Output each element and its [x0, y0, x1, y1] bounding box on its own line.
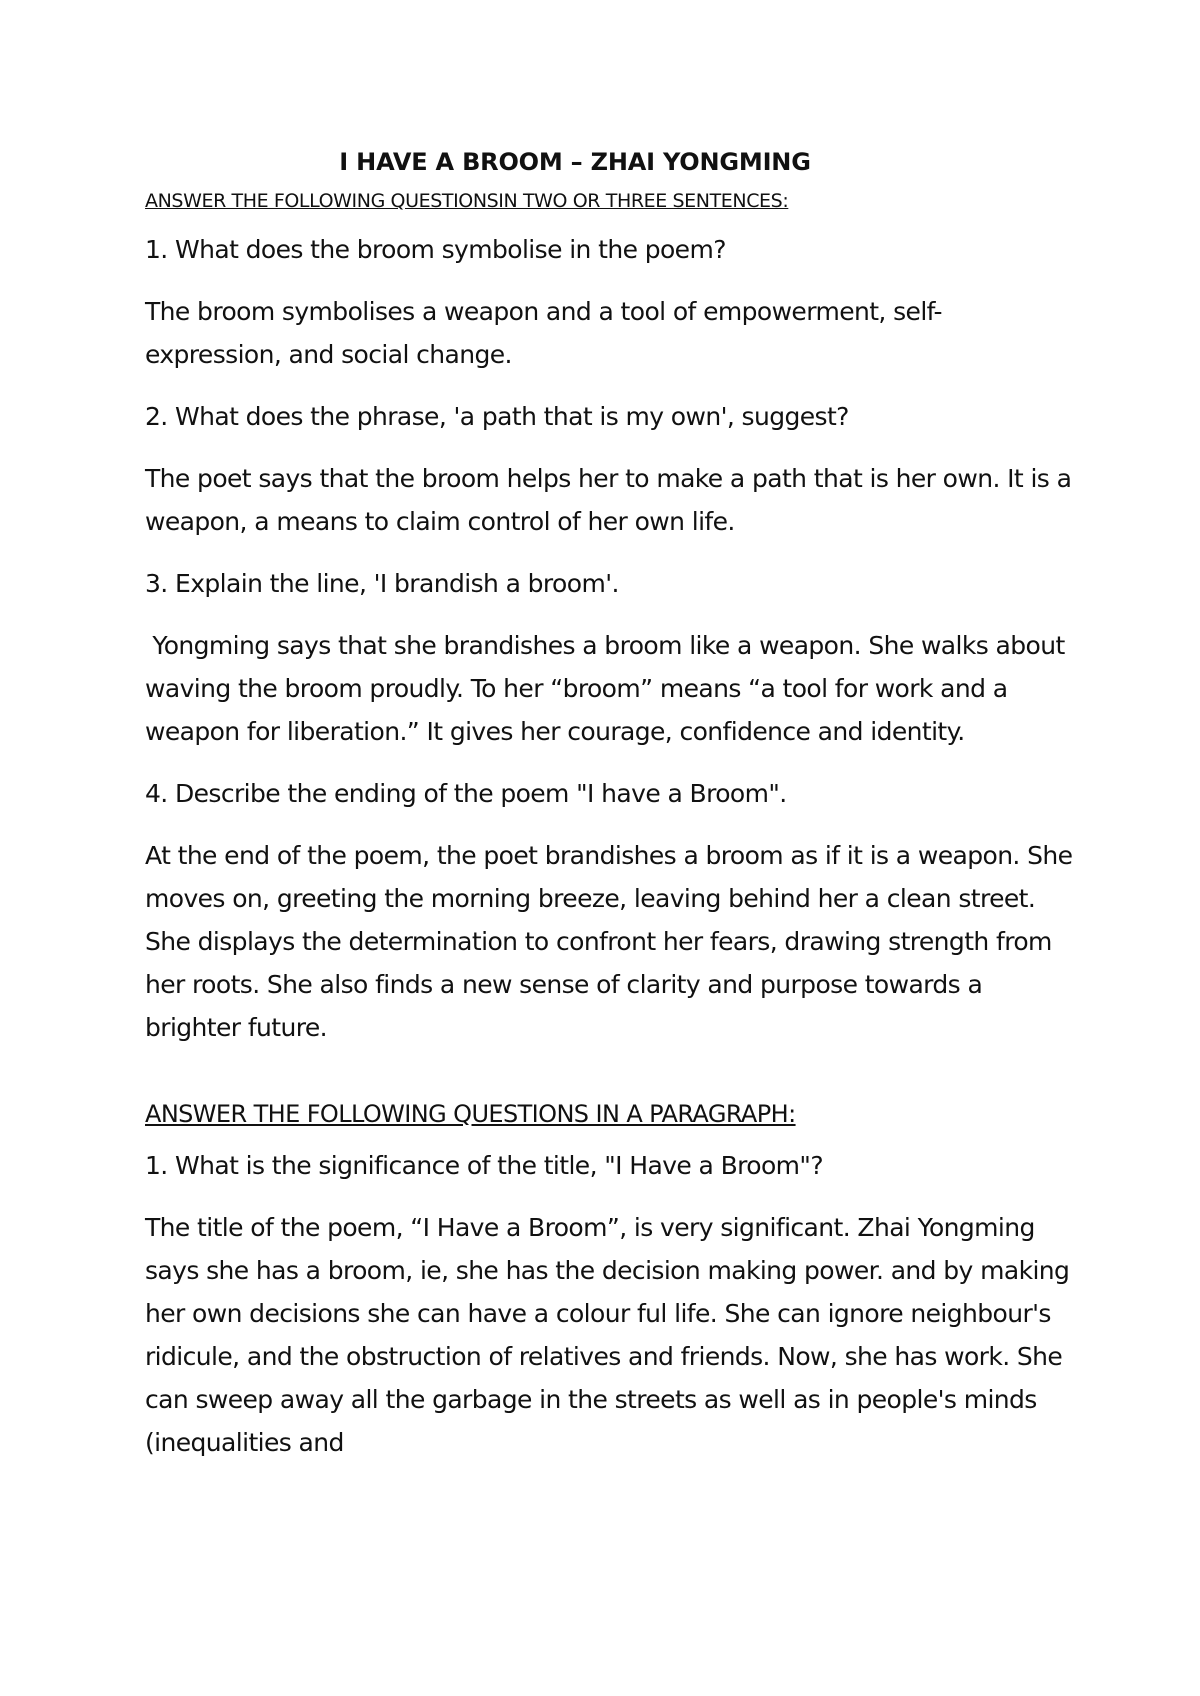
answer-1: The broom symbolises a weapon and a tool of empowerment, self-expression, and social change.	[145, 297, 942, 369]
question-2: 2. What does the phrase, 'a path that is my own', suggest?	[145, 402, 849, 431]
section-heading-short-answers: ANSWER THE FOLLOWING QUESTIONSIN TWO OR THREE SENTENCES:	[145, 190, 789, 212]
answer-3: Yongming says that she brandishes a broom like a weapon. She walks about waving the broom proudly. To her “broom” means “a tool for work and a weapon for liberation.” It gives her courage, confidence and identity.	[145, 631, 1065, 746]
section-spacer	[145, 1068, 1075, 1100]
question-3: 3. Explain the line, 'I brandish a broom'.	[145, 569, 619, 598]
document-content	[145, 148, 1075, 1483]
answer-2: The poet says that the broom helps her to make a path that is her own. It is a weapon, a means to claim control of her own life.	[145, 464, 1072, 536]
paragraph-answer-1: The title of the poem, “I Have a Broom”, is very significant. Zhai Yongming says she has a broom, ie, she has the decision making power. and by making her own decisions she can have a colour ful life. She can ignore neighbour's ridicule, and the obstruction of relatives and friends. Now, she has work. She can sweep away all the garbage in the streets as well as in people's minds (inequalities and	[145, 1213, 1070, 1457]
section-heading-paragraph-answers: ANSWER THE FOLLOWING QUESTIONS IN A PARAGRAPH:	[145, 1100, 796, 1128]
paragraph-question-1: 1. What is the significance of the title, "I Have a Broom"?	[145, 1151, 823, 1180]
question-1: 1. What does the broom symbolise in the poem?	[145, 235, 726, 264]
question-4: 4. Describe the ending of the poem "I have a Broom".	[145, 779, 787, 808]
answer-4: At the end of the poem, the poet brandishes a broom as if it is a weapon. She moves on, greeting the morning breeze, leaving behind her a clean street. She displays the determination to confront her fears, drawing strength from her roots. She also finds a new sense of clarity and purpose towards a brighter future.	[145, 841, 1073, 1042]
document-title: I HAVE A BROOM – ZHAI YONGMING	[339, 148, 811, 176]
